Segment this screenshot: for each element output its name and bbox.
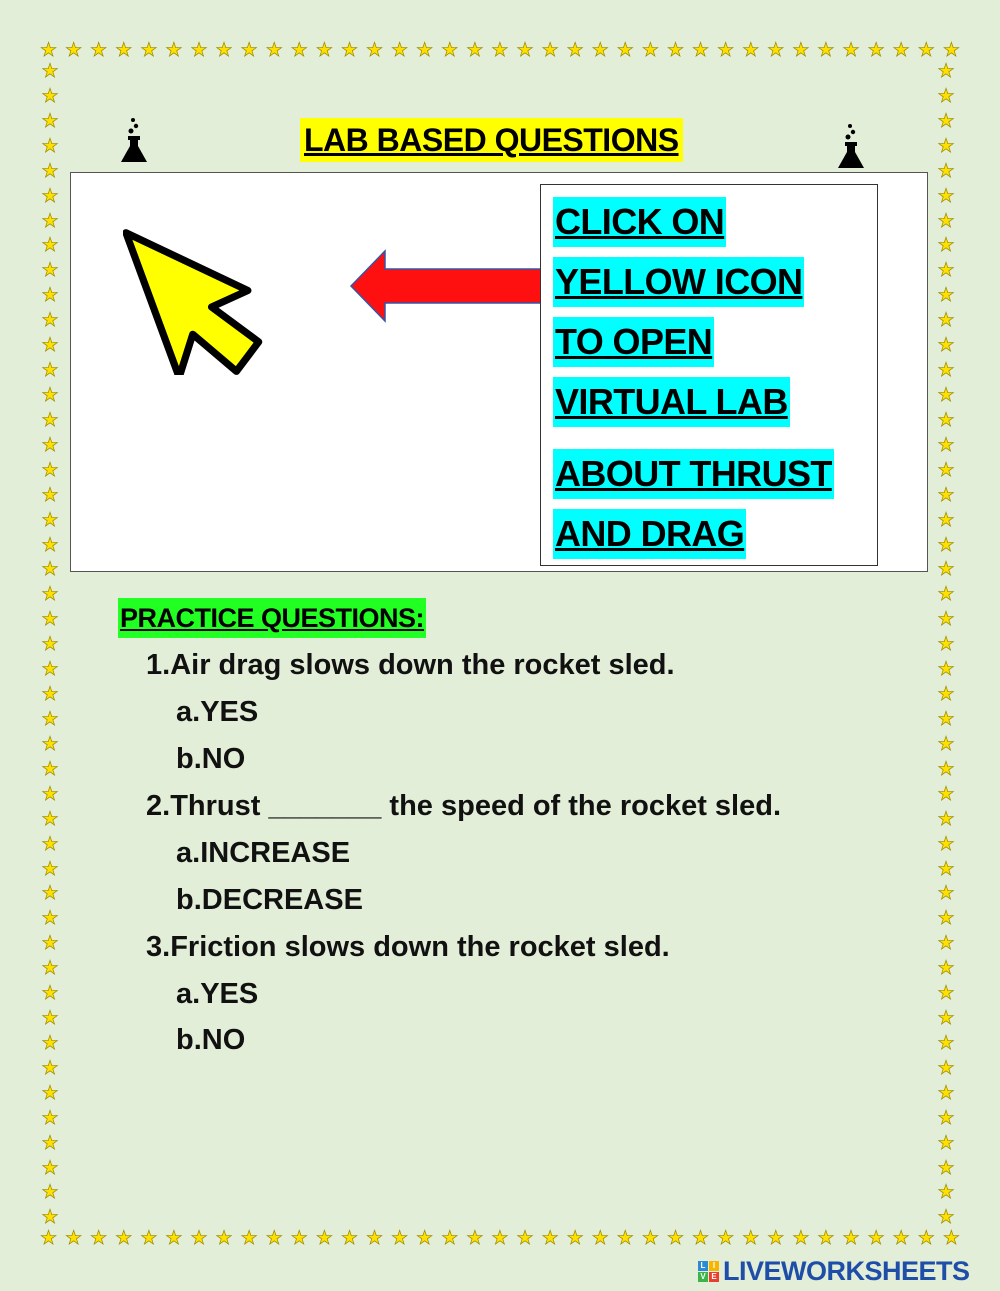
question-2: [146, 786, 781, 826]
star-icon: ★: [41, 483, 59, 506]
star-icon: ★: [591, 38, 609, 61]
star-icon: ★: [41, 832, 59, 855]
star-icon: ★: [65, 38, 83, 61]
star-icon: ★: [491, 38, 509, 61]
star-icon: ★: [937, 234, 955, 257]
red-arrow-icon: [349, 249, 549, 323]
star-icon: ★: [937, 882, 955, 905]
star-icon: ★: [937, 533, 955, 556]
option-letter: a.: [176, 978, 201, 1010]
question-3-option-b[interactable]: [176, 1020, 245, 1060]
star-icon: ★: [591, 1226, 609, 1249]
star-icon: ★: [937, 84, 955, 107]
star-icon: ★: [41, 782, 59, 805]
star-icon: ★: [340, 38, 358, 61]
star-icon: ★: [792, 38, 810, 61]
star-icon: ★: [466, 38, 484, 61]
star-icon: ★: [937, 1031, 955, 1054]
star-icon: ★: [41, 707, 59, 730]
star-border-top: [40, 38, 960, 62]
star-icon: ★: [41, 757, 59, 780]
question-2-option-b[interactable]: [176, 880, 363, 920]
star-icon: ★: [240, 1226, 258, 1249]
star-icon: ★: [516, 38, 534, 61]
star-icon: ★: [767, 38, 785, 61]
star-icon: ★: [41, 583, 59, 606]
star-icon: ★: [41, 932, 59, 955]
star-icon: ★: [641, 38, 659, 61]
star-icon: ★: [937, 109, 955, 132]
star-icon: ★: [892, 1226, 910, 1249]
star-icon: ★: [937, 982, 955, 1005]
star-icon: ★: [215, 38, 233, 61]
star-icon: ★: [290, 1226, 308, 1249]
star-icon: ★: [942, 1226, 960, 1249]
star-icon: ★: [466, 1226, 484, 1249]
star-icon: ★: [817, 38, 835, 61]
virtual-lab-panel: [70, 172, 928, 572]
star-icon: ★: [937, 408, 955, 431]
star-icon: ★: [937, 433, 955, 456]
star-icon: ★: [115, 1226, 133, 1249]
star-icon: ★: [366, 1226, 384, 1249]
option-text: NO: [201, 1024, 246, 1056]
star-icon: ★: [40, 1226, 58, 1249]
star-icon: ★: [937, 558, 955, 581]
star-icon: ★: [937, 1056, 955, 1079]
star-icon: ★: [692, 1226, 710, 1249]
star-icon: ★: [315, 1226, 333, 1249]
star-icon: ★: [41, 658, 59, 681]
star-icon: ★: [41, 60, 59, 82]
star-icon: ★: [937, 1081, 955, 1104]
star-icon: ★: [41, 458, 59, 481]
star-icon: ★: [391, 1226, 409, 1249]
star-icon: ★: [717, 1226, 735, 1249]
star-icon: ★: [41, 508, 59, 531]
star-icon: ★: [41, 533, 59, 556]
star-icon: ★: [441, 38, 459, 61]
star-icon: ★: [416, 1226, 434, 1249]
star-icon: ★: [842, 1226, 860, 1249]
star-icon: ★: [41, 159, 59, 182]
question-number: 3.: [146, 931, 171, 963]
question-3-option-a[interactable]: [176, 974, 258, 1014]
star-icon: ★: [41, 1007, 59, 1030]
option-letter: a.: [176, 696, 201, 728]
star-icon: ★: [892, 38, 910, 61]
question-2-option-a[interactable]: [176, 833, 350, 873]
star-icon: ★: [315, 38, 333, 61]
flask-icon: [116, 116, 152, 168]
star-icon: ★: [41, 807, 59, 830]
instruction-line: CLICK ON: [553, 197, 726, 247]
star-icon: ★: [937, 907, 955, 930]
star-icon: ★: [41, 857, 59, 880]
question-1-option-a[interactable]: [176, 692, 258, 732]
star-icon: ★: [165, 1226, 183, 1249]
star-icon: ★: [41, 209, 59, 232]
star-icon: ★: [441, 1226, 459, 1249]
star-icon: ★: [817, 1226, 835, 1249]
star-icon: ★: [366, 38, 384, 61]
star-icon: ★: [937, 832, 955, 855]
instruction-line: ABOUT THRUST: [553, 449, 834, 499]
instruction-line: AND DRAG: [553, 509, 746, 559]
star-icon: ★: [566, 38, 584, 61]
star-icon: ★: [717, 38, 735, 61]
star-icon: ★: [937, 334, 955, 357]
practice-heading: PRACTICE QUESTIONS:: [118, 598, 426, 638]
star-icon: ★: [265, 38, 283, 61]
question-3: [146, 927, 670, 967]
option-text: NO: [201, 743, 246, 775]
star-icon: ★: [937, 309, 955, 332]
star-icon: ★: [937, 1007, 955, 1030]
question-1-option-b[interactable]: [176, 739, 245, 779]
star-icon: ★: [41, 184, 59, 207]
star-icon: ★: [937, 1181, 955, 1204]
star-icon: ★: [937, 683, 955, 706]
star-icon: ★: [937, 508, 955, 531]
star-icon: ★: [937, 1131, 955, 1154]
star-icon: ★: [867, 38, 885, 61]
star-icon: ★: [41, 732, 59, 755]
star-icon: ★: [240, 38, 258, 61]
star-icon: ★: [937, 134, 955, 157]
star-icon: ★: [40, 38, 58, 61]
star-icon: ★: [937, 782, 955, 805]
star-icon: ★: [41, 1106, 59, 1129]
instruction-line: VIRTUAL LAB: [553, 377, 790, 427]
star-icon: ★: [41, 633, 59, 656]
star-icon: ★: [666, 1226, 684, 1249]
star-icon: ★: [41, 234, 59, 257]
star-icon: ★: [41, 1131, 59, 1154]
star-icon: ★: [190, 38, 208, 61]
star-icon: ★: [541, 1226, 559, 1249]
star-icon: ★: [937, 932, 955, 955]
option-text: INCREASE: [200, 837, 351, 869]
option-letter: b.: [176, 743, 202, 775]
option-text: YES: [200, 696, 259, 728]
star-icon: ★: [41, 383, 59, 406]
star-icon: ★: [767, 1226, 785, 1249]
star-icon: ★: [391, 38, 409, 61]
star-border-left: [38, 62, 62, 1228]
star-icon: ★: [937, 857, 955, 880]
star-icon: ★: [41, 134, 59, 157]
star-icon: ★: [937, 159, 955, 182]
star-icon: ★: [917, 38, 935, 61]
star-icon: ★: [842, 38, 860, 61]
star-icon: ★: [41, 1206, 59, 1229]
star-icon: ★: [742, 1226, 760, 1249]
logo-text: LIVEWORKSHEETS: [723, 1255, 970, 1286]
star-icon: ★: [491, 1226, 509, 1249]
star-icon: ★: [937, 658, 955, 681]
star-icon: ★: [41, 334, 59, 357]
star-icon: ★: [516, 1226, 534, 1249]
star-icon: ★: [937, 608, 955, 631]
star-icon: ★: [41, 683, 59, 706]
star-icon: ★: [41, 1156, 59, 1179]
star-icon: ★: [41, 359, 59, 382]
star-icon: ★: [140, 1226, 158, 1249]
star-icon: ★: [41, 1031, 59, 1054]
star-icon: ★: [937, 458, 955, 481]
star-icon: ★: [215, 1226, 233, 1249]
star-icon: ★: [937, 1156, 955, 1179]
star-icon: ★: [115, 38, 133, 61]
star-icon: ★: [937, 184, 955, 207]
star-icon: ★: [41, 1181, 59, 1204]
star-icon: ★: [616, 1226, 634, 1249]
star-icon: ★: [41, 259, 59, 282]
star-icon: ★: [937, 583, 955, 606]
star-icon: ★: [340, 1226, 358, 1249]
star-icon: ★: [41, 109, 59, 132]
star-icon: ★: [692, 38, 710, 61]
question-number: 1.: [146, 649, 171, 681]
star-icon: ★: [937, 707, 955, 730]
star-icon: ★: [41, 957, 59, 980]
option-letter: b.: [176, 1024, 202, 1056]
instruction-line: YELLOW ICON: [553, 257, 804, 307]
star-icon: ★: [937, 359, 955, 382]
star-icon: ★: [41, 84, 59, 107]
star-icon: ★: [937, 60, 955, 82]
star-icon: ★: [41, 284, 59, 307]
star-icon: ★: [641, 1226, 659, 1249]
star-icon: ★: [937, 633, 955, 656]
question-text: Thrust _______ the speed of the rocket sled.: [170, 790, 782, 822]
star-icon: ★: [41, 433, 59, 456]
logo-blocks-icon: L I V E: [698, 1261, 719, 1282]
star-icon: ★: [942, 38, 960, 61]
star-icon: ★: [190, 1226, 208, 1249]
star-icon: ★: [41, 558, 59, 581]
star-icon: ★: [792, 1226, 810, 1249]
instruction-box: [540, 184, 878, 566]
star-icon: ★: [290, 38, 308, 61]
question-text: Friction slows down the rocket sled.: [170, 931, 670, 963]
star-icon: ★: [140, 38, 158, 61]
star-icon: ★: [165, 38, 183, 61]
star-icon: ★: [937, 957, 955, 980]
option-text: YES: [200, 978, 259, 1010]
star-border-bottom: [40, 1226, 960, 1250]
star-icon: ★: [666, 38, 684, 61]
question-text: Air drag slows down the rocket sled.: [170, 649, 675, 681]
star-icon: ★: [937, 209, 955, 232]
star-icon: ★: [937, 757, 955, 780]
star-icon: ★: [742, 38, 760, 61]
question-number: 2.: [146, 790, 171, 822]
star-icon: ★: [265, 1226, 283, 1249]
star-icon: ★: [566, 1226, 584, 1249]
star-icon: ★: [41, 907, 59, 930]
flask-icon: [833, 122, 869, 174]
virtual-lab-pointer-icon[interactable]: [123, 215, 283, 375]
star-icon: ★: [541, 38, 559, 61]
star-icon: ★: [917, 1226, 935, 1249]
star-icon: ★: [937, 259, 955, 282]
star-icon: ★: [41, 982, 59, 1005]
star-icon: ★: [416, 38, 434, 61]
question-1: [146, 645, 675, 685]
star-icon: ★: [937, 483, 955, 506]
star-icon: ★: [65, 1226, 83, 1249]
star-icon: ★: [41, 882, 59, 905]
option-text: DECREASE: [201, 884, 363, 916]
page-title: LAB BASED QUESTIONS: [300, 118, 683, 162]
instruction-line: TO OPEN: [553, 317, 714, 367]
star-icon: ★: [937, 807, 955, 830]
star-icon: ★: [867, 1226, 885, 1249]
star-icon: ★: [41, 1081, 59, 1104]
star-icon: ★: [937, 284, 955, 307]
star-icon: ★: [90, 38, 108, 61]
star-icon: ★: [41, 1056, 59, 1079]
option-letter: b.: [176, 884, 202, 916]
star-icon: ★: [41, 408, 59, 431]
star-icon: ★: [41, 309, 59, 332]
star-border-right: [934, 62, 958, 1228]
star-icon: ★: [41, 608, 59, 631]
star-icon: ★: [937, 383, 955, 406]
liveworksheets-logo[interactable]: [698, 1256, 970, 1286]
star-icon: ★: [937, 1206, 955, 1229]
star-icon: ★: [937, 1106, 955, 1129]
option-letter: a.: [176, 837, 201, 869]
star-icon: ★: [90, 1226, 108, 1249]
star-icon: ★: [616, 38, 634, 61]
star-icon: ★: [937, 732, 955, 755]
